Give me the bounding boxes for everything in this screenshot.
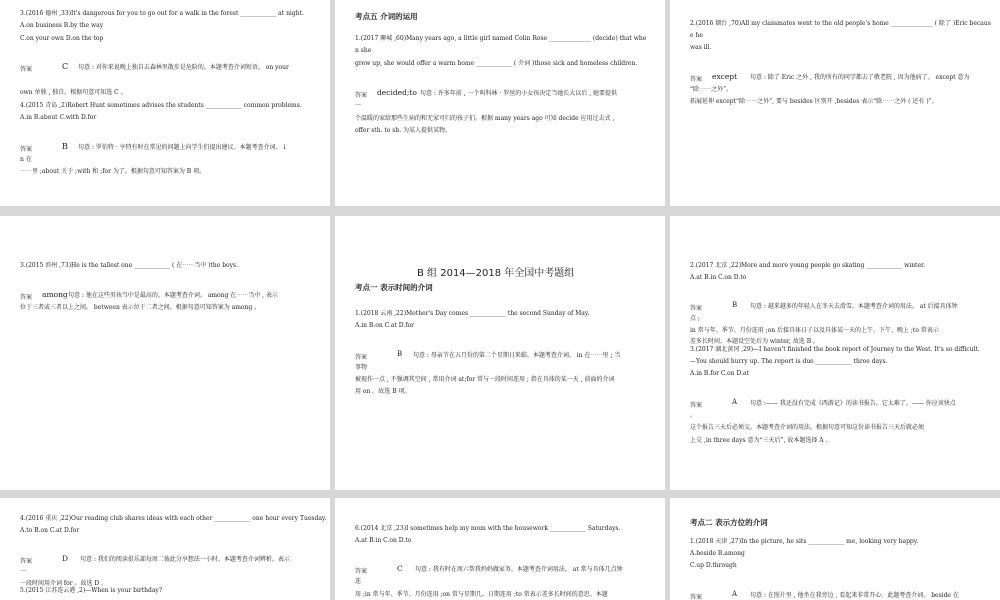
question-6-answer: C <box>397 564 403 573</box>
question-4-options: A.in B.about C.with D.for <box>20 114 97 121</box>
answer-label: 答案 <box>355 92 368 99</box>
question-3-text: 3.(2016 德州 ,33)It's dangerous for you to go out for a walk in the forest ____________ at night. <box>20 10 304 17</box>
document-page-8 <box>335 498 665 600</box>
question-3-explanation-cont: 位于三者或三者以上之间。 between 表示位于二者之间。根据句意可知答案为 among 。 <box>20 304 261 311</box>
question-1-options: A.in B.on C.at D.for <box>355 322 415 329</box>
question-1-text: 1.(2017 聊城 ,60)Many years ago, a little girl named Colin Rose ______________ (decide) that whe <box>355 35 647 42</box>
question-3-explanation-cont: 。 <box>690 412 697 419</box>
question-3-text: 3.(2017 湖北黄冈 ,29)—I haven't finished the book report of Journey to the West. It's so difficult. <box>690 346 980 353</box>
question-6-text: 6.(2014 北京 ,23)I sometimes help my mom with the housework ____________ Saturdays. <box>355 525 621 532</box>
answer-label: 答案 <box>355 354 368 361</box>
question-6-explanation: 句意 : 我有时在周六帮我妈妈做家务。本题考查介词用法。 at 常与具体几点钟 <box>415 566 623 573</box>
question-4-explanation-cont2: 一段时间用介词 for 。故选 D 。 <box>20 580 108 587</box>
question-3-explanation-cont: own 单独 , 独自。根据句意可知选 C 。 <box>20 89 127 96</box>
question-1-explanation: 句意 : 母亲节在五月份的第二个星期日来临。本题考查介词。 in 在⋯⋯里 ; 当 <box>413 352 621 359</box>
question-4-options: A.to B.on C.at D.for <box>20 527 80 534</box>
question-4-explanation: 句意 : 我们的阅读俱乐部每周二彼此分享想法一小时。本题考查介词辨析。表示 <box>80 556 290 563</box>
question-4-answer: B <box>62 142 68 151</box>
question-2-text: 2.(2016 烟台 ,70)All my classmates went to the old people's home ______________ ( 除了 )Eric becaus <box>690 20 991 27</box>
question-2-explanation: 句意 : 除了 Eric 之外 , 我的所有的同学都去了敬老院 , 因为他病了。 except 意为 <box>750 74 970 81</box>
question-3-explanation: 句意 : 他在这些男孩当中是最高的。本题考查介词。 among 在⋯⋯当中 , 表示 <box>68 292 278 299</box>
answer-label: 答案 <box>690 305 703 312</box>
question-2-answer: except <box>712 72 738 81</box>
question-4-explanation-cont: n 在 <box>20 156 32 163</box>
question-3-explanation-cont2: 这个报告三天后必须交。本题考查介词的用法。根据句意可知这份读书报告三天后就必须 <box>690 424 925 431</box>
answer-label: 答案 <box>690 594 703 600</box>
question-1-explanation-cont2: 个温暖的家给那些生病的和无家可归的孩子们。根据 many years ago 可知 decide 应用过去式 , <box>355 115 615 122</box>
question-3-answer: among <box>42 290 68 299</box>
question-3-options-cd: C.on your own D.on the top <box>20 35 104 42</box>
question-5-text: 5.(2015 江苏连云港 ,2)—When is your birthday? <box>20 587 163 594</box>
question-2-answer: B <box>732 301 738 309</box>
section-title: 考点一 表示时间的介词 <box>355 283 433 292</box>
question-3-explanation-cont3: 上交 ,in three days 意为“三天后”, 故本题选择 A 。 <box>690 437 832 444</box>
question-1-explanation-cont3: 用 on 。故选 B 项。 <box>355 388 411 395</box>
question-4-answer: D <box>62 554 69 563</box>
section-title: 考点二 表示方位的介词 <box>690 518 768 527</box>
question-1-explanation-cont: 一 <box>355 102 362 109</box>
question-3-explanation: 句意 :—— 我还没有完成《西游记》的读书报告。它太难了。—— 你应该快点 <box>750 400 956 407</box>
question-1-text: 1.(2018 天津 ,27)In the picture, he sits ____________ me, looking very happy. <box>690 538 919 545</box>
question-6-options: A.at B.in C.on D.to <box>355 537 412 544</box>
question-1-answer: A <box>732 590 738 598</box>
question-1-explanation: 句意 : 许多年前 , 一个叫科林 · 罗丝的小女孩决定当她长大以后 , 她要提供 <box>420 90 618 97</box>
question-3-text: 3.(2015 滨州 ,73)He is the tallest one ____________ ( 在⋯⋯当中 )the boys. <box>20 262 239 269</box>
document-page-9 <box>670 498 1000 600</box>
question-1-answer: decided;to <box>377 88 417 97</box>
question-1-text-cont: n she <box>355 47 372 54</box>
question-2-text-cont: e he <box>690 32 703 39</box>
question-2-options: A.at B.in C.on D.to <box>690 274 747 281</box>
question-3-answer: A <box>732 398 738 406</box>
answer-label: 答案 <box>690 402 703 409</box>
question-2-text: 2.(2017 北京 ,22)More and more young people go skating ____________ winter. <box>690 262 926 269</box>
document-page-7 <box>0 498 330 600</box>
question-2-explanation-cont2: in 常与年、季节、月份连用 ;on 后接具体日子以及具体某一天的上午、下午、晚上 ;to 常表示 <box>690 327 939 334</box>
question-4-explanation: 句意 : 罗伯特 · 亨特有时在常见的问题上向学生们提出建议。本题考查介词。 i <box>78 144 286 151</box>
section-title: 考点五 介词的运用 <box>355 12 418 21</box>
question-1-explanation: 句意 : 在照片里 , 他坐在我旁边 , 看起来非常开心。此题考查介词。 beside 在 <box>750 592 959 599</box>
question-2-explanation-cont3: 差多长时间。本题设空处后为 winter, 故选 B 。 <box>690 338 820 345</box>
question-1-explanation-cont: 事物 <box>355 364 368 371</box>
extension-note: 拓展延伸 except“除⋯⋯之外”, 要与 besides 区别开 ,besides 表示“除⋯⋯之外 ( 还有 )”。 <box>690 98 938 105</box>
answer-label: 答案 <box>20 558 33 565</box>
question-3-answer: C <box>62 62 69 71</box>
question-6-explanation-cont: 连 <box>355 578 362 585</box>
question-4-explanation-cont2: ⋯⋯里 ;about 关于 ;with 和 ;for 为了。根据句意可知答案为 B 项。 <box>20 168 206 175</box>
question-4-text: 4.(2016 重庆 ,22)Our reading club shares ideas with each other ____________ one hour every Tuesday. <box>20 515 327 522</box>
document-page-6 <box>670 216 1000 490</box>
answer-label: 答案 <box>690 76 703 83</box>
answer-label: 答案 <box>355 568 368 575</box>
document-page-1 <box>0 0 330 206</box>
question-1-options-cd: C.up D.through <box>690 562 737 569</box>
answer-label: 答案 <box>20 146 33 153</box>
document-page-3 <box>670 0 1000 206</box>
question-1-explanation-cont2: 被视作一点 , 不强调其空间 , 常用介词 at;for 常与一段时间连用 ; 指在具体的某一天 , 前面的介词 <box>355 376 615 383</box>
question-4-text: 4.(2015 青岛 ,2)Robert Hunt sometimes advises the students ____________ common problems. <box>20 102 302 109</box>
question-1-text: 1.(2018 云南 ,22)Mother's Day comes ____________ the second Sunday of May. <box>355 310 590 317</box>
question-2-explanation-cont: “除⋯⋯之外”。 <box>690 86 733 93</box>
group-title: B 组 2014—2018 年全国中考题组 <box>417 268 575 279</box>
document-page-2 <box>335 0 665 206</box>
question-3-text-cont: —You should hurry up. The report is due ____________ three days. <box>690 358 888 365</box>
answer-label: 答案 <box>20 294 33 301</box>
question-1-text-cont2: grew up, she would offer a warm home ____________ ( 介词 )those sick and homeless children. <box>355 60 638 67</box>
question-3-options-ab: A.on business B.by the way <box>20 22 104 29</box>
question-3-options: A.in B.for C.on D.at <box>690 370 750 377</box>
question-3-explanation: 句意 : 对你来说晚上独自去森林里散步是危险的。本题考查介词短语。 on your <box>78 64 289 71</box>
question-2-explanation: 句意 : 越来越多的年轻人在冬天去滑雪。本题考查介词的用法。 at 后接具体钟 <box>750 303 958 310</box>
question-2-text-cont2: was ill. <box>690 44 712 51</box>
question-1-options-ab: A.beside B.among <box>690 550 745 557</box>
question-2-explanation-cont: 点 ; <box>690 315 700 322</box>
question-6-explanation-cont2: 用 ;in 常与年、季节、月份连用 ;on 常与星期几、日期连用 ;to 常表示差多长时间的意思。本题 <box>355 591 608 598</box>
question-1-answer: B <box>397 350 403 358</box>
question-1-explanation-cont3: offer sth. to sb. 为某人提供某物。 <box>355 127 452 134</box>
document-page-4 <box>0 216 330 490</box>
question-4-explanation-cont: 一 <box>20 568 27 575</box>
document-page-5 <box>335 216 665 490</box>
answer-label: 答案 <box>20 66 33 73</box>
